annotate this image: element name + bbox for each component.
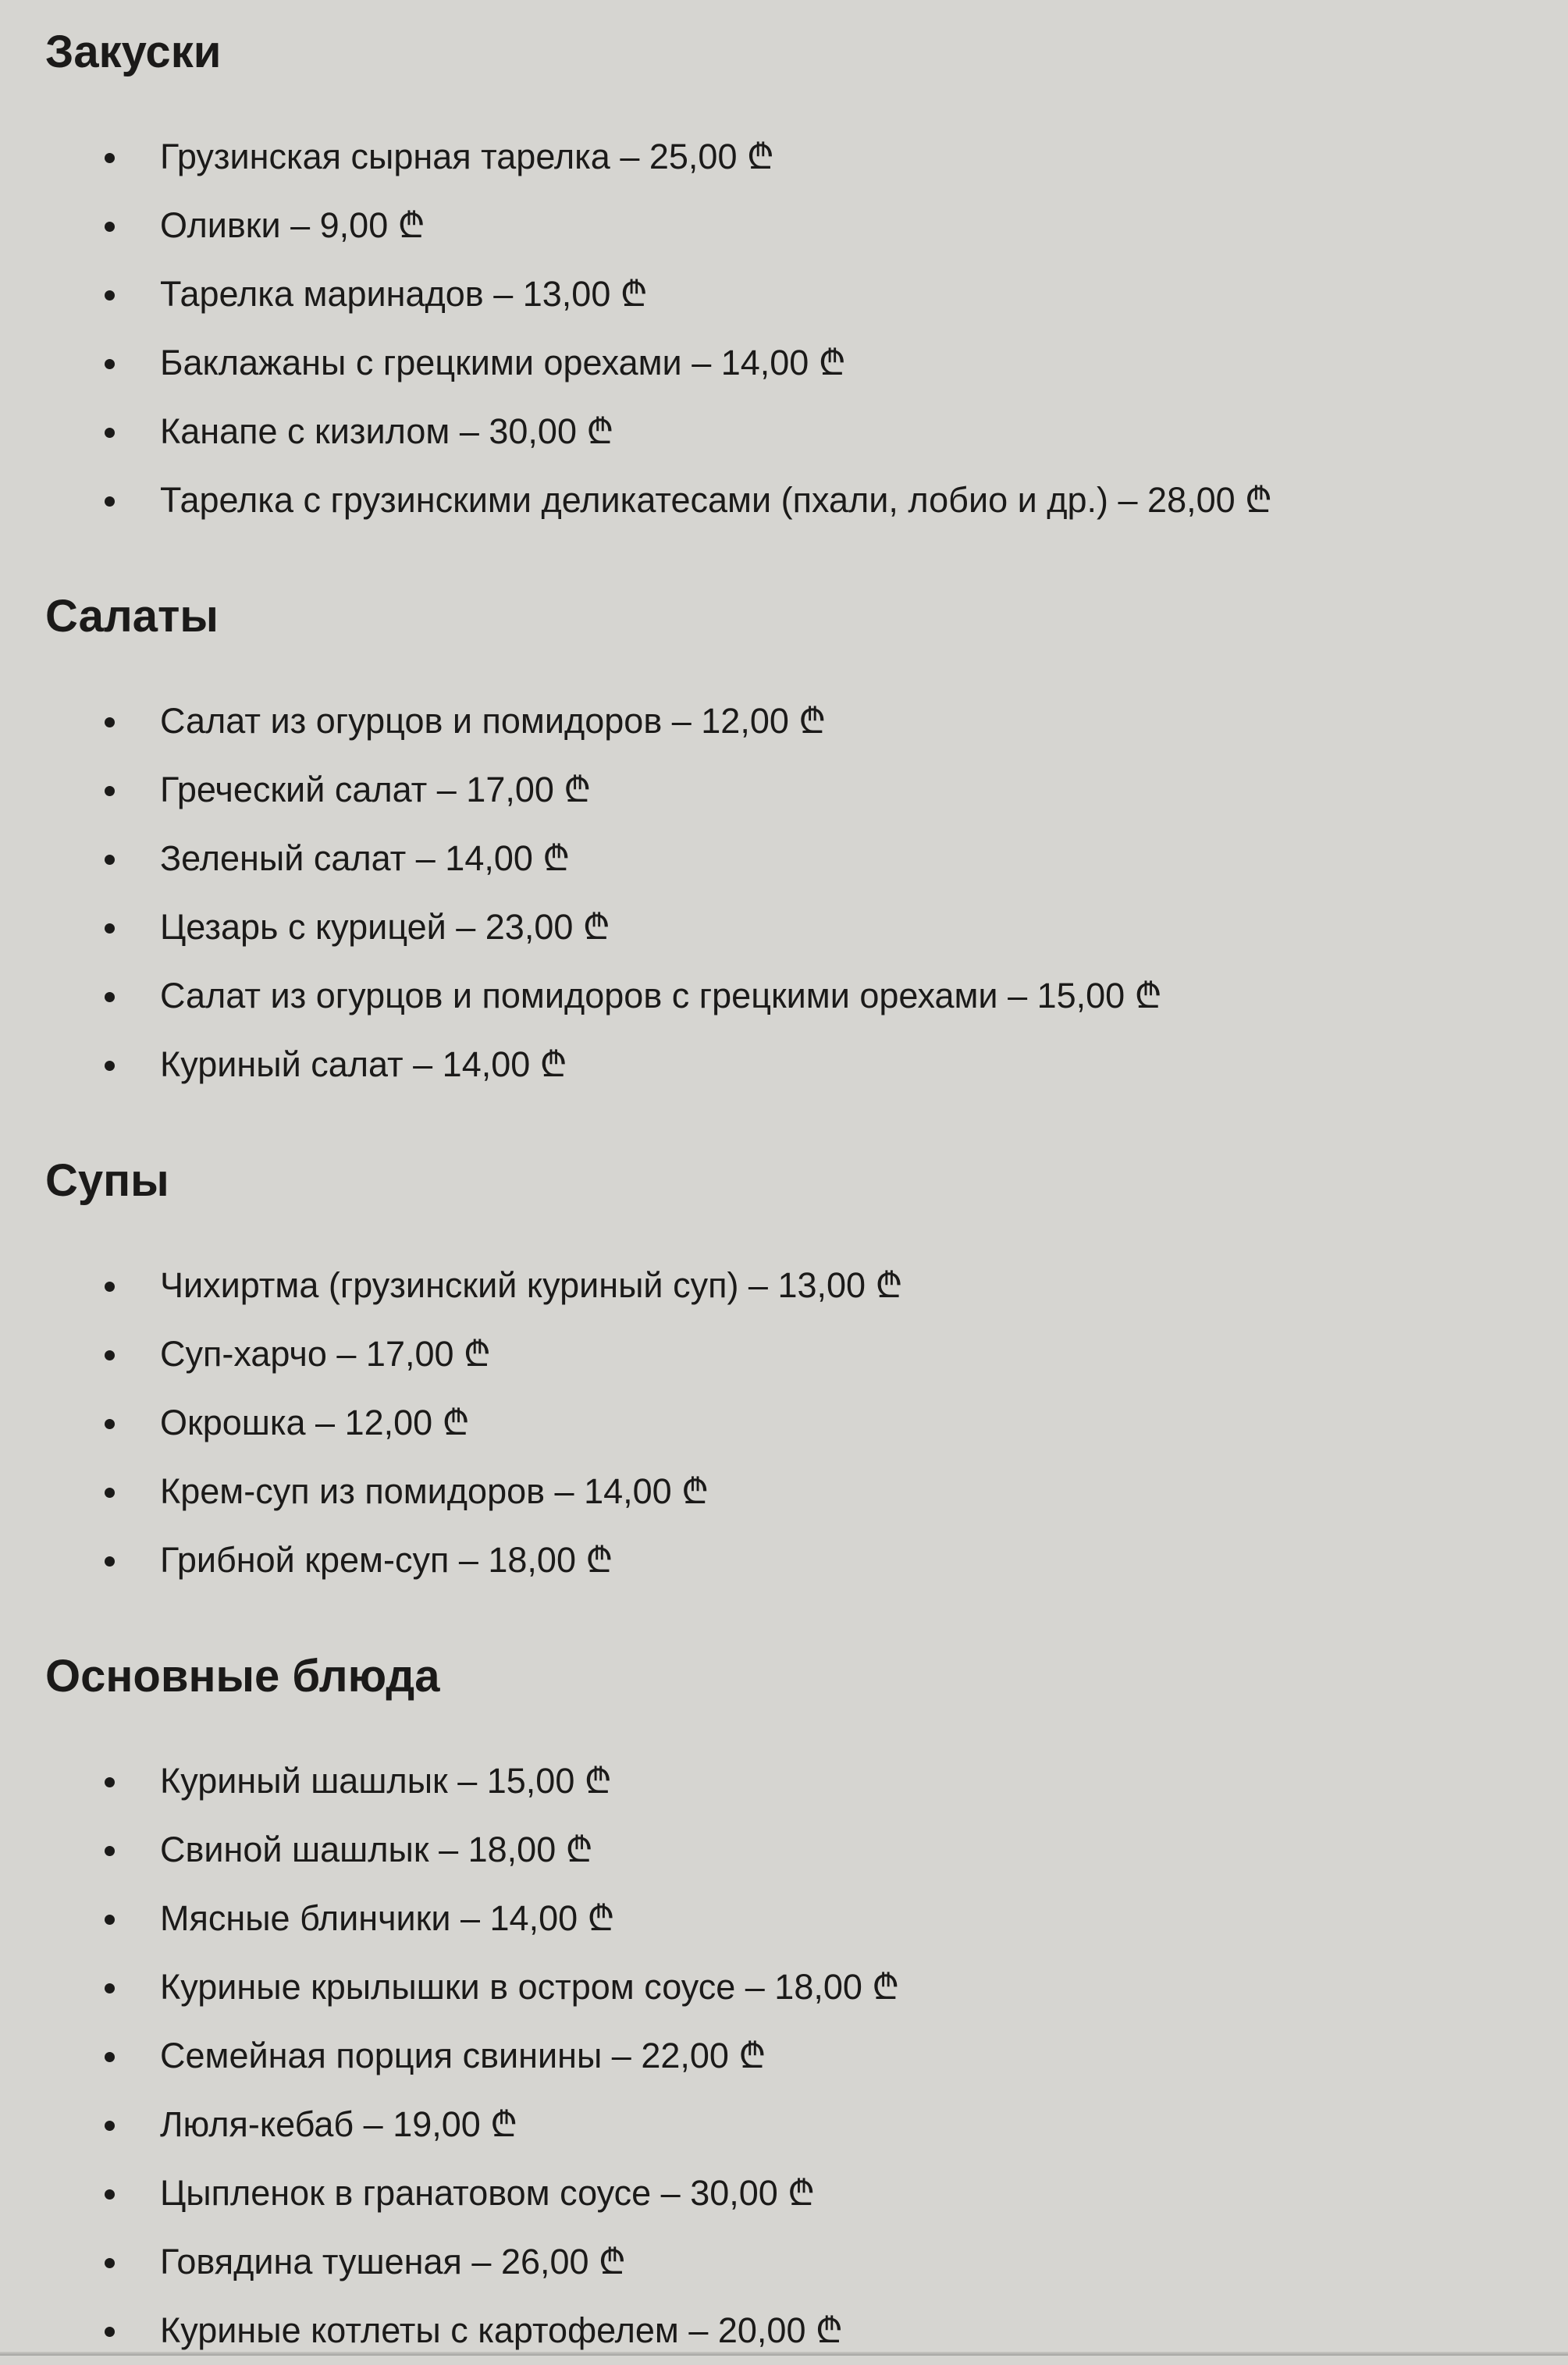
menu-item-text: Грибной крем-суп – 18,00 ₾ — [160, 1540, 613, 1580]
list-item — [45, 1389, 1537, 1457]
menu-item-text: Чихиртма (грузинский куриный суп) – 13,00 ₾ — [160, 1265, 903, 1305]
list-item — [45, 1030, 1537, 1099]
list-item — [45, 123, 1537, 191]
menu-section-mains — [45, 1649, 1537, 2365]
list-item — [45, 1251, 1537, 1320]
list-item — [45, 962, 1537, 1030]
bullet-icon — [105, 2052, 115, 2062]
bullet-icon — [105, 992, 115, 1002]
menu-item-text: Куриный шашлык – 15,00 ₾ — [160, 1761, 612, 1801]
menu-item-text: Салат из огурцов и помидоров – 12,00 ₾ — [160, 701, 827, 741]
bullet-icon — [105, 2189, 115, 2200]
bullet-icon — [105, 2121, 115, 2131]
page-bottom-edge — [0, 2352, 1568, 2356]
list-item — [45, 1526, 1537, 1595]
menu-list — [45, 123, 1537, 535]
bullet-icon — [105, 290, 115, 301]
menu-item-text: Канапе с кизилом – 30,00 ₾ — [160, 411, 614, 451]
menu-item-text: Суп-харчо – 17,00 ₾ — [160, 1334, 491, 1374]
bullet-icon — [105, 2258, 115, 2268]
list-item — [45, 1816, 1537, 1884]
menu-item-text: Тарелка с грузинскими деликатесами (пхали, лобио и др.) – 28,00 ₾ — [160, 480, 1272, 520]
bullet-icon — [105, 1350, 115, 1360]
bullet-icon — [105, 1556, 115, 1567]
menu-item-text: Семейная порция свинины – 22,00 ₾ — [160, 2036, 766, 2075]
list-item — [45, 260, 1537, 329]
list-item — [45, 329, 1537, 397]
list-item — [45, 756, 1537, 824]
bullet-icon — [105, 2327, 115, 2337]
menu-item-text: Тарелка маринадов – 13,00 ₾ — [160, 274, 648, 314]
bullet-icon — [105, 153, 115, 163]
menu-item-text: Цыпленок в гранатовом соусе – 30,00 ₾ — [160, 2173, 816, 2213]
menu-item-text: Куриные крылышки в остром соусе – 18,00 ₾ — [160, 1967, 900, 2007]
menu-item-text: Окрошка – 12,00 ₾ — [160, 1403, 470, 1442]
menu-item-text: Куриные котлеты с картофелем – 20,00 ₾ — [160, 2310, 843, 2350]
menu-item-text: Свиной шашлык – 18,00 ₾ — [160, 1830, 593, 1869]
bullet-icon — [105, 359, 115, 369]
menu-item-text: Зеленый салат – 14,00 ₾ — [160, 838, 571, 878]
menu-item-text: Крем-суп из помидоров – 14,00 ₾ — [160, 1471, 709, 1511]
menu-item-text: Куриный салат – 14,00 ₾ — [160, 1044, 567, 1084]
bullet-icon — [105, 717, 115, 727]
bullet-icon — [105, 496, 115, 507]
list-item — [45, 893, 1537, 962]
list-item — [45, 191, 1537, 260]
list-item — [45, 687, 1537, 756]
menu-item-text: Баклажаны с грецкими орехами – 14,00 ₾ — [160, 343, 846, 382]
list-item — [45, 2022, 1537, 2090]
bullet-icon — [105, 1915, 115, 1925]
list-item — [45, 1320, 1537, 1389]
bullet-icon — [105, 222, 115, 232]
bullet-icon — [105, 428, 115, 438]
section-title: Супы — [45, 1155, 169, 1206]
bullet-icon — [105, 1419, 115, 1429]
bullet-icon — [105, 1777, 115, 1787]
menu-item-text: Салат из огурцов и помидоров с грецкими орехами – 15,00 ₾ — [160, 976, 1162, 1015]
menu-section-soups — [45, 1154, 1537, 1595]
list-item — [45, 2090, 1537, 2159]
section-title: Салаты — [45, 591, 219, 642]
bullet-icon — [105, 1061, 115, 1071]
list-item — [45, 1953, 1537, 2022]
list-item — [45, 1457, 1537, 1526]
section-title: Закуски — [45, 27, 222, 77]
menu-item-text: Говядина тушеная – 26,00 ₾ — [160, 2242, 626, 2281]
list-item — [45, 1884, 1537, 1953]
menu-item-text: Мясные блинчики – 14,00 ₾ — [160, 1898, 615, 1938]
menu-section-appetizers — [45, 25, 1537, 535]
menu-item-text: Люля-кебаб – 19,00 ₾ — [160, 2104, 517, 2144]
list-item — [45, 2228, 1537, 2296]
bullet-icon — [105, 1488, 115, 1498]
menu-item-text: Греческий салат – 17,00 ₾ — [160, 770, 592, 809]
list-item — [45, 2159, 1537, 2228]
menu-item-text: Оливки – 9,00 ₾ — [160, 205, 425, 245]
menu-item-text: Грузинская сырная тарелка – 25,00 ₾ — [160, 137, 774, 176]
bullet-icon — [105, 1846, 115, 1856]
bullet-icon — [105, 923, 115, 934]
bullet-icon — [105, 1983, 115, 1993]
bullet-icon — [105, 855, 115, 865]
menu-list — [45, 687, 1537, 1099]
list-item — [45, 466, 1537, 535]
bullet-icon — [105, 786, 115, 796]
list-item — [45, 824, 1537, 893]
menu-list — [45, 1251, 1537, 1595]
menu-item-text: Цезарь с курицей – 23,00 ₾ — [160, 907, 610, 947]
menu-list — [45, 1747, 1537, 2365]
menu-section-salads — [45, 589, 1537, 1099]
list-item — [45, 1747, 1537, 1816]
bullet-icon — [105, 1282, 115, 1292]
section-title: Основные блюда — [45, 1651, 440, 1702]
list-item — [45, 397, 1537, 466]
